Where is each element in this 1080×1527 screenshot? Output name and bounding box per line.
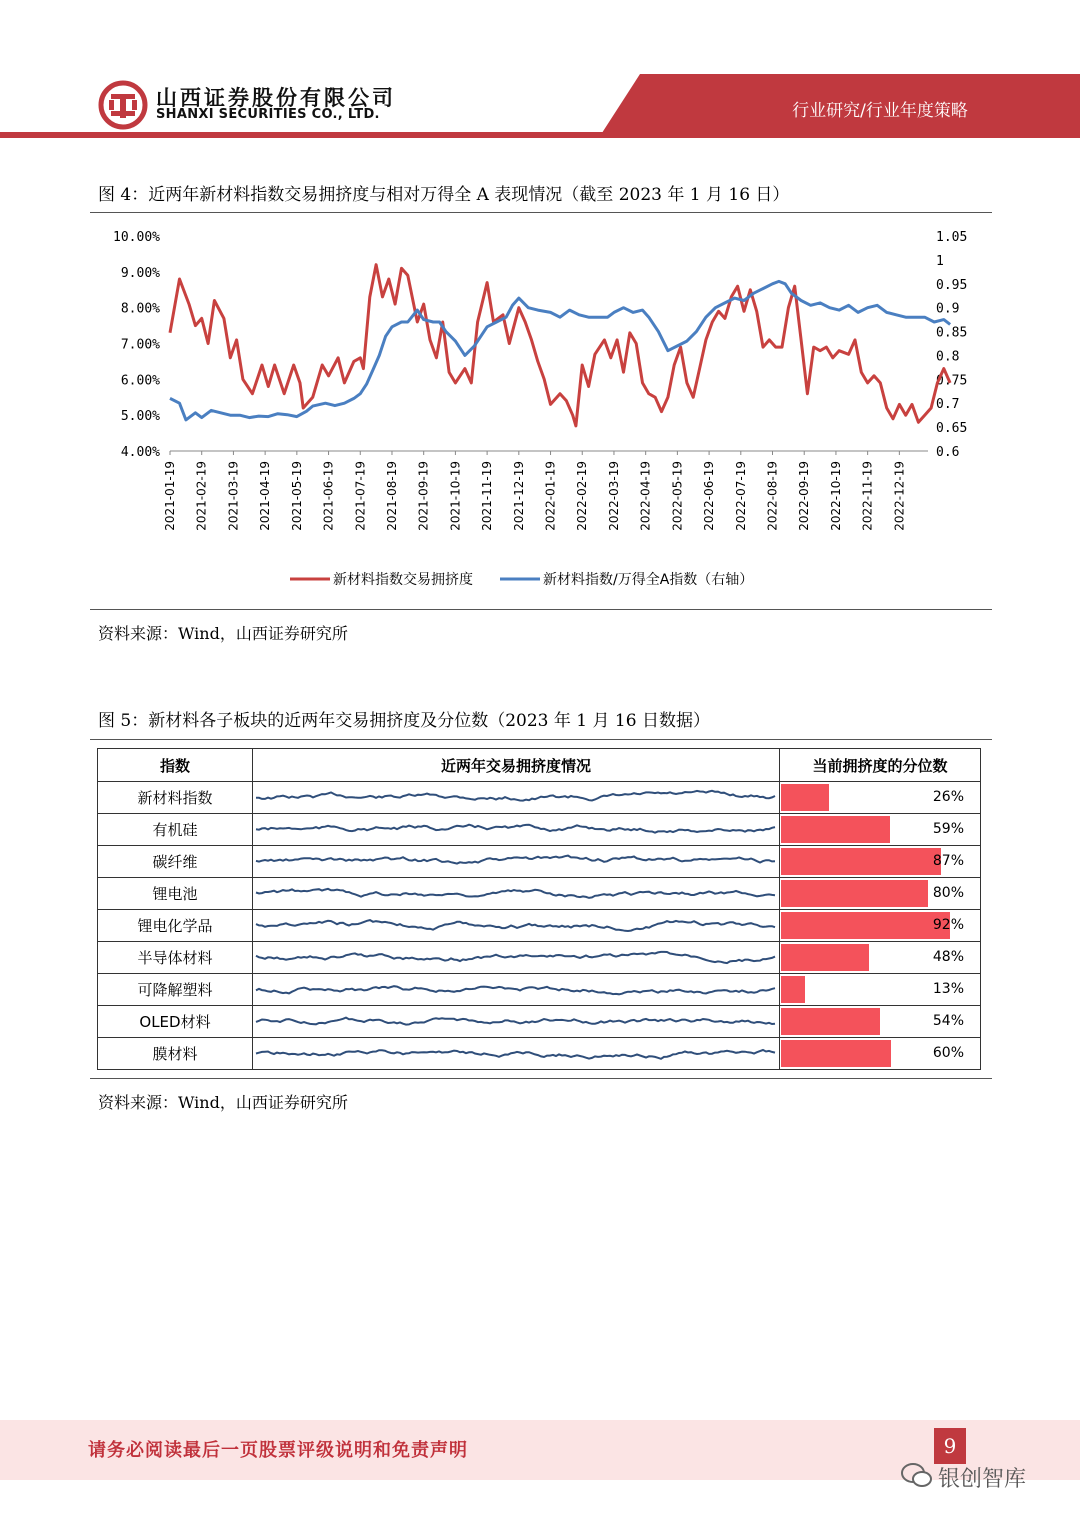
percentile-label: 26% [932,789,964,805]
fig4-source: 资料来源：Wind，山西证券研究所 [98,624,348,643]
report-category: 行业研究/行业年度策略 [792,101,968,121]
crowding-sparkline [253,974,780,1005]
col-header-percentile: 当前拥挤度的分位数 [780,749,981,782]
fig5-bottom-rule [90,1078,992,1079]
x-tick-label: 2022-04-19 [638,461,653,531]
fig5-source: 资料来源：Wind，山西证券研究所 [98,1093,348,1112]
table-row [98,1038,981,1070]
x-tick-label: 2021-08-19 [384,461,399,531]
percentile-bar [781,784,829,811]
x-tick-label: 2021-02-19 [194,461,209,531]
x-tick-label: 2022-05-19 [670,461,685,531]
percentile-cell [780,1006,981,1038]
x-tick-label: 2021-12-19 [511,461,526,531]
x-tick-label: 2021-04-19 [258,461,273,531]
page-number: 9 [934,1428,966,1464]
table-row [98,814,981,846]
y-right-tick-label: 0.8 [936,349,960,365]
company-logo-icon [98,80,148,130]
percentile-cell [780,974,981,1006]
x-tick-label: 2021-03-19 [226,461,241,531]
relative-ratio-series-line [170,281,950,420]
x-tick-label: 2022-11-19 [860,461,875,531]
y-right-tick-label: 0.65 [936,421,968,437]
y-left-tick-label: 4.00% [120,445,160,460]
crowding-sparkline [253,814,780,845]
y-left-tick-label: 8.00% [120,301,160,317]
table-row [98,942,981,974]
percentile-label: 80% [932,885,964,901]
company-name-cn: 山西证券股份有限公司 [156,86,396,110]
x-tick-label: 2022-02-19 [575,461,590,531]
percentile-cell [780,814,981,846]
sparkline-cell [253,878,780,910]
x-tick-label: 2021-09-19 [416,461,431,531]
footer-disclaimer: 请务必阅读最后一页股票评级说明和免责声明 [88,1440,468,1461]
y-right-tick-label: 0.9 [936,301,960,317]
percentile-cell [780,846,981,878]
y-left-tick-label: 10.00% [113,230,160,245]
fig4-bottom-rule [90,609,992,610]
subsector-name: 膜材料 [98,1038,253,1070]
x-tick-label: 2021-10-19 [448,461,463,531]
percentile-label: 60% [932,1045,964,1061]
crowding-sparkline [253,942,780,973]
percentile-label: 13% [932,981,964,997]
table-row [98,878,981,910]
x-tick-label: 2021-07-19 [353,461,368,531]
subsector-name: 锂电化学品 [98,910,253,942]
percentile-bar [781,976,805,1003]
crowding-sparkline [253,782,780,813]
percentile-label: 87% [932,853,964,869]
legend-label-crowding: 新材料指数交易拥挤度 [333,572,473,588]
subsector-name: 碳纤维 [98,846,253,878]
percentile-cell [780,910,981,942]
y-right-tick-label: 1.05 [936,230,968,245]
crowding-series-line [170,265,950,426]
sparkline-cell [253,974,780,1006]
table-row [98,910,981,942]
percentile-bar [781,848,941,875]
y-right-tick-label: 0.6 [936,445,960,460]
y-right-tick-label: 0.7 [936,397,960,413]
x-tick-label: 2021-06-19 [321,461,336,531]
y-left-tick-label: 6.00% [120,373,160,389]
x-tick-label: 2022-01-19 [543,461,558,531]
table-row [98,974,981,1006]
watermark-text: 银创智库 [938,1467,1027,1492]
sparkline-cell [253,1006,780,1038]
subsector-name: 锂电池 [98,878,253,910]
percentile-cell [780,1038,981,1070]
fig4-title: 图 4：近两年新材料指数交易拥挤度与相对万得全 A 表现情况（截至 2023 年 1 月 16 日） [98,185,790,205]
fig4-line-chart [90,220,992,600]
y-left-tick-label: 7.00% [120,337,160,353]
company-name-en: SHANXI SECURITIES CO., LTD. [156,107,380,122]
fig4-top-rule [90,212,992,213]
crowding-sparkline [253,846,780,877]
fig5-title: 图 5：新材料各子板块的近两年交易拥挤度及分位数（2023 年 1 月 16 日数据） [98,711,710,731]
sparkline-cell [253,910,780,942]
x-tick-label: 2021-01-19 [163,461,177,531]
table-row [98,782,981,814]
sparkline-cell [253,846,780,878]
crowding-sparkline [253,878,780,909]
subsector-name: 新材料指数 [98,782,253,814]
percentile-bar [781,816,890,843]
fig5-header-row [98,749,981,782]
sparkline-cell [253,1038,780,1070]
crowding-sparkline [253,910,780,941]
fig5-table [97,748,981,1070]
percentile-bar [781,1040,891,1067]
percentile-label: 59% [932,821,964,837]
x-tick-label: 2022-07-19 [733,461,748,531]
percentile-label: 54% [932,1013,964,1029]
percentile-bar [781,880,928,907]
x-tick-label: 2021-11-19 [480,461,495,531]
percentile-bar [781,944,869,971]
crowding-sparkline [253,1038,780,1069]
col-header-index: 指数 [98,749,253,782]
percentile-bar [781,912,950,939]
percentile-cell [780,878,981,910]
sparkline-cell [253,782,780,814]
y-left-tick-label: 5.00% [120,409,160,425]
y-left-tick-label: 9.00% [120,265,160,281]
x-tick-label: 2022-09-19 [797,461,812,531]
wechat-icon [900,1462,934,1490]
x-tick-label: 2022-06-19 [702,461,717,531]
x-tick-label: 2022-12-19 [892,461,907,531]
x-tick-label: 2022-10-19 [828,461,843,531]
x-tick-label: 2022-08-19 [765,461,780,531]
percentile-cell [780,782,981,814]
percentile-label: 92% [932,917,964,933]
y-right-tick-label: 0.85 [936,325,968,341]
col-header-sparkline: 近两年交易拥挤度情况 [253,749,780,782]
table-row [98,1006,981,1038]
subsector-name: 半导体材料 [98,942,253,974]
subsector-name: OLED材料 [98,1006,253,1038]
sparkline-cell [253,942,780,974]
percentile-label: 48% [932,949,964,965]
table-row [98,846,981,878]
subsector-name: 有机硅 [98,814,253,846]
crowding-sparkline [253,1006,780,1037]
y-right-tick-label: 0.75 [936,373,968,389]
x-tick-label: 2021-05-19 [289,461,304,531]
percentile-cell [780,942,981,974]
y-right-tick-label: 1 [936,253,944,269]
fig5-top-rule [90,739,992,740]
percentile-bar [781,1008,880,1035]
sparkline-cell [253,814,780,846]
y-right-tick-label: 0.95 [936,277,968,293]
legend-label-ratio: 新材料指数/万得全A指数（右轴） [543,572,754,588]
subsector-name: 可降解塑料 [98,974,253,1006]
x-tick-label: 2022-03-19 [606,461,621,531]
